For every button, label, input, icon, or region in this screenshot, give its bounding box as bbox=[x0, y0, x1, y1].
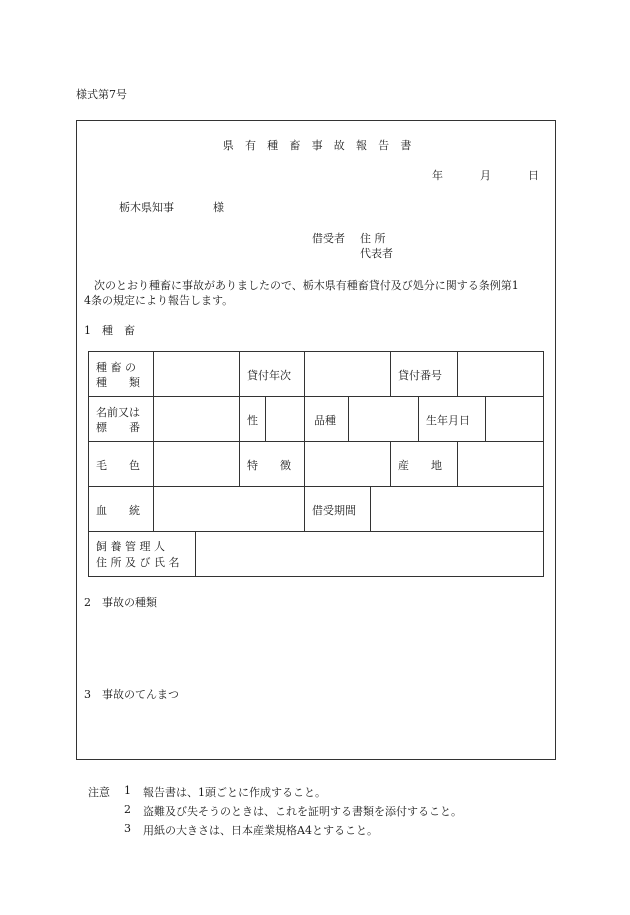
label-birthdate: 生年月日 bbox=[426, 414, 470, 427]
date-month: 月 bbox=[480, 169, 491, 182]
label-keeper-1: 飼 養 管 理 人 bbox=[96, 540, 165, 553]
date-year: 年 bbox=[432, 169, 443, 182]
label-features: 特 徴 bbox=[247, 459, 291, 472]
borrower-representative: 代表者 bbox=[360, 247, 393, 260]
report-frame bbox=[76, 120, 556, 760]
section-1-heading: 1 種 畜 bbox=[84, 324, 135, 337]
honorific: 様 bbox=[213, 201, 224, 214]
document-title: 県 有 種 畜 事 故 報 告 書 bbox=[222, 139, 416, 152]
notes-label: 注意 bbox=[88, 786, 110, 799]
note-3-text: 用紙の大きさは、日本産業規格A4とすること。 bbox=[143, 824, 378, 837]
label-species-2: 種 類 bbox=[96, 376, 140, 389]
label-sex: 性 bbox=[247, 414, 258, 427]
addressee: 栃木県知事 bbox=[119, 201, 174, 214]
form-number: 様式第7号 bbox=[76, 88, 127, 101]
note-1-number: 1 bbox=[124, 784, 131, 797]
note-1-text: 報告書は、1頭ごとに作成すること。 bbox=[143, 786, 326, 799]
label-coat: 毛 色 bbox=[96, 459, 140, 472]
date-day: 日 bbox=[528, 169, 539, 182]
label-loan-period: 借受期間 bbox=[312, 504, 356, 517]
label-loan-number: 貸付番号 bbox=[398, 369, 442, 382]
label-species-1: 種 畜 の bbox=[96, 361, 136, 374]
label-keeper-2: 住 所 及 び 氏 名 bbox=[96, 556, 180, 569]
intro-text-line2: 4条の規定により報告します。 bbox=[84, 294, 234, 307]
label-loan-year: 貸付年次 bbox=[247, 369, 291, 382]
label-origin: 産 地 bbox=[398, 459, 442, 472]
note-3-number: 3 bbox=[124, 822, 131, 835]
intro-text-line1: 次のとおり種畜に事故がありましたので、栃木県有種畜貸付及び処分に関する条例第1 bbox=[94, 279, 519, 292]
borrower-address: 住 所 bbox=[360, 232, 386, 245]
label-name-2: 標 番 bbox=[96, 421, 140, 434]
borrower-label: 借受者 bbox=[312, 232, 345, 245]
section-3-heading: 3 事故のてんまつ bbox=[84, 688, 179, 701]
section-2-heading: 2 事故の種類 bbox=[84, 596, 157, 609]
label-name-1: 名前又は bbox=[96, 406, 140, 419]
label-lineage: 血 統 bbox=[96, 504, 140, 517]
note-2-number: 2 bbox=[124, 803, 131, 816]
label-breed: 品種 bbox=[314, 414, 336, 427]
note-2-text: 盗難及び失そうのときは、これを証明する書類を添付すること。 bbox=[143, 805, 462, 818]
